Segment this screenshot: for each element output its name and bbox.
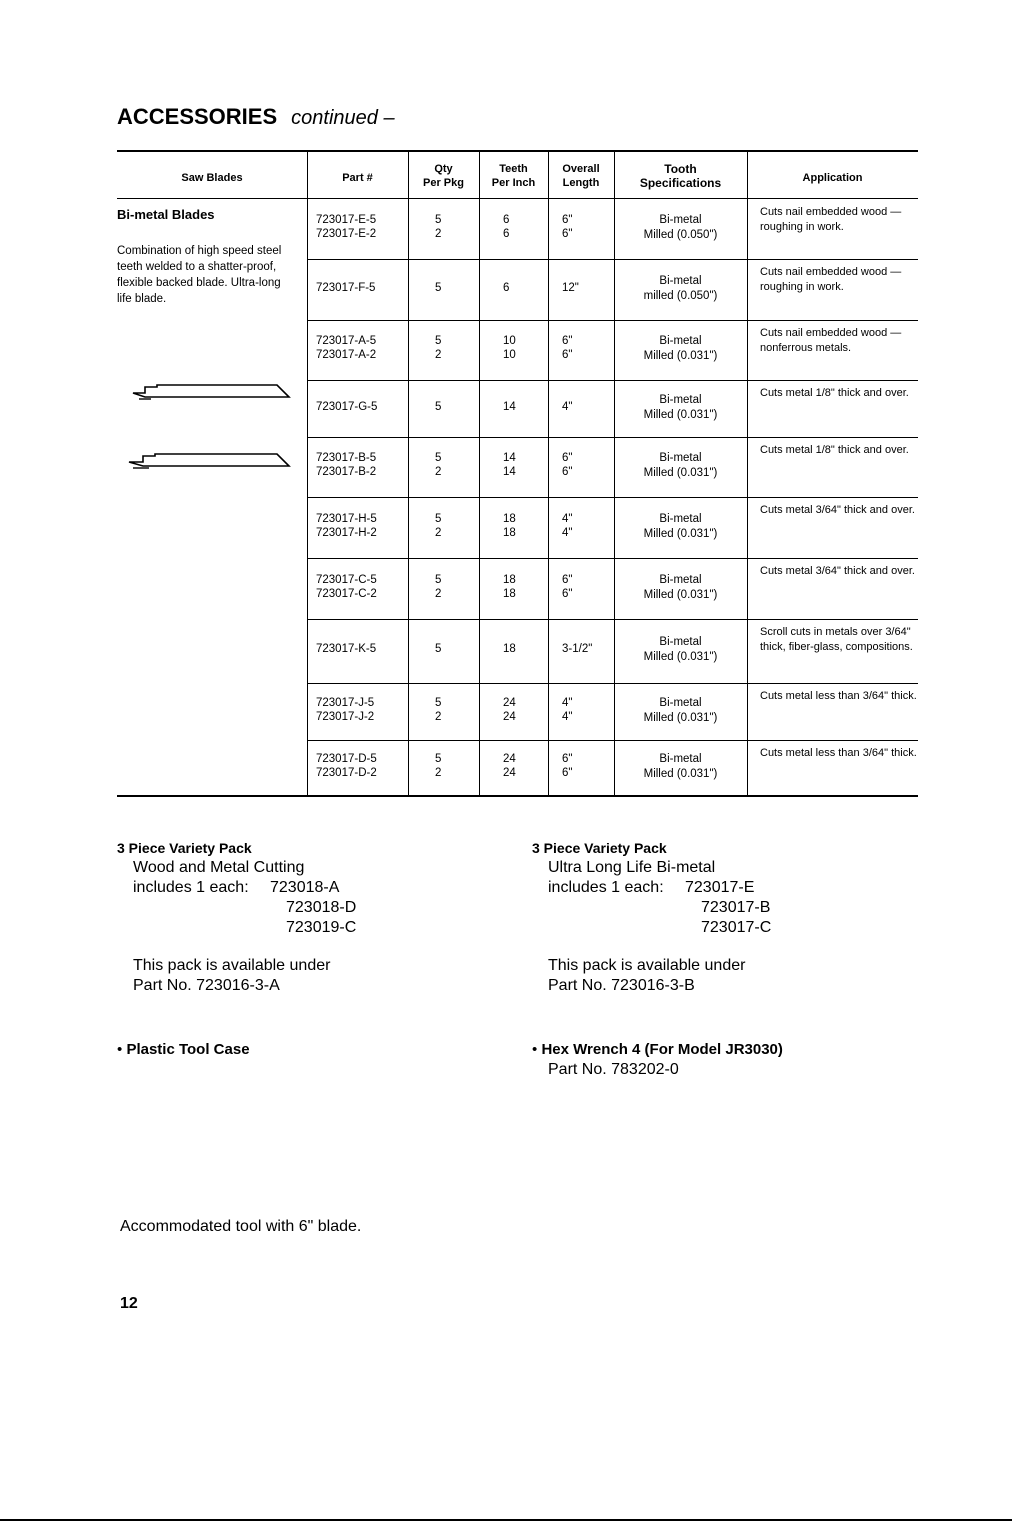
cell-tooth-spec: Milled (0.031") bbox=[643, 409, 718, 421]
cell-length: 4" bbox=[562, 711, 573, 723]
cell-part: 723017-K-5 bbox=[316, 643, 377, 655]
row-divider bbox=[307, 497, 918, 498]
saw-blade-short-icon bbox=[131, 383, 291, 405]
cell-length: 6" bbox=[562, 753, 573, 765]
cell-application: Cuts nail embedded wood — roughing in work. bbox=[760, 266, 902, 293]
header-application: Application bbox=[802, 172, 863, 184]
accommodated-note: Accommodated tool with 6" blade. bbox=[120, 1218, 362, 1235]
cell-teeth: 24 bbox=[503, 711, 516, 723]
plastic-tool-case-label: Plastic Tool Case bbox=[126, 1041, 250, 1058]
cell-qty: 2 bbox=[435, 588, 442, 600]
cell-qty: 5 bbox=[435, 401, 442, 413]
cell-tooth-spec: Milled (0.031") bbox=[643, 651, 718, 663]
cell-qty: 2 bbox=[435, 228, 442, 240]
cell-length: 6" bbox=[562, 228, 573, 240]
cell-part: 723017-F-5 bbox=[316, 282, 376, 294]
header-length: Overall Length bbox=[562, 163, 600, 189]
cell-qty: 2 bbox=[435, 349, 442, 361]
row-divider bbox=[307, 683, 918, 684]
hex-wrench-label: Hex Wrench 4 (For Model JR3030) bbox=[541, 1041, 783, 1058]
row-divider bbox=[307, 259, 918, 260]
variety-pack-right-avail2: Part No. 723016-3-B bbox=[548, 977, 695, 994]
variety-pack-left-includes-row bbox=[117, 878, 356, 898]
variety-pack-left bbox=[117, 838, 356, 996]
variety-pack-right-line1: Ultra Long Life Bi-metal bbox=[548, 859, 716, 876]
cell-teeth: 14 bbox=[503, 401, 516, 413]
cell-length: 4" bbox=[562, 513, 573, 525]
cell-part: 723017-H-2 bbox=[316, 527, 377, 539]
page-number: 12 bbox=[120, 1295, 138, 1312]
cell-part: 723017-A-2 bbox=[316, 349, 377, 361]
col-divider-qty bbox=[479, 150, 480, 797]
cell-qty: 5 bbox=[435, 513, 442, 525]
cell-part: 723017-A-5 bbox=[316, 335, 377, 347]
cell-part: 723017-E-5 bbox=[316, 214, 377, 226]
cell-teeth: 18 bbox=[503, 643, 516, 655]
variety-pack-right-avail1: This pack is available under bbox=[548, 957, 746, 974]
cell-qty: 2 bbox=[435, 767, 442, 779]
variety-pack-right-heading: 3 Piece Variety Pack bbox=[532, 840, 667, 856]
cell-tooth-spec: milled (0.050") bbox=[643, 290, 718, 302]
cell-tooth-spec: Milled (0.031") bbox=[643, 528, 718, 540]
bullet-marker-right: • bbox=[532, 1041, 538, 1058]
cell-application: Cuts metal 3/64" thick and over. bbox=[760, 504, 915, 516]
cell-qty: 2 bbox=[435, 527, 442, 539]
cell-qty: 5 bbox=[435, 643, 442, 655]
cell-part: 723017-D-2 bbox=[316, 767, 377, 779]
cell-part: 723017-G-5 bbox=[316, 401, 378, 413]
cell-length: 6" bbox=[562, 214, 573, 226]
cell-qty: 2 bbox=[435, 711, 442, 723]
cell-tooth-spec: Bi-metal bbox=[659, 214, 702, 226]
plastic-tool-case bbox=[117, 1040, 250, 1060]
cell-teeth: 6 bbox=[503, 228, 510, 240]
cell-application: Cuts metal 1/8" thick and over. bbox=[760, 387, 909, 399]
row-divider bbox=[307, 320, 918, 321]
variety-pack-right-includes-row bbox=[532, 878, 771, 898]
title-main: ACCESSORIES bbox=[117, 104, 278, 129]
cell-qty: 5 bbox=[435, 214, 442, 226]
cell-teeth: 6 bbox=[503, 282, 510, 294]
row-divider bbox=[307, 619, 918, 620]
header-saw-blades: Saw Blades bbox=[181, 172, 243, 184]
saw-blades-heading: Bi-metal Blades bbox=[117, 207, 215, 222]
variety-pack-left-includes: includes 1 each: bbox=[133, 879, 249, 896]
variety-pack-right bbox=[532, 838, 771, 996]
row-divider bbox=[307, 437, 918, 438]
cell-part: 723017-D-5 bbox=[316, 753, 377, 765]
cell-teeth: 24 bbox=[503, 753, 516, 765]
cell-tooth-spec: Milled (0.031") bbox=[643, 712, 718, 724]
header-bottom-rule bbox=[307, 198, 918, 199]
variety-pack-left-avail2: Part No. 723016-3-A bbox=[133, 977, 280, 994]
cell-length: 4" bbox=[562, 401, 573, 413]
col-divider-part bbox=[408, 150, 409, 797]
cell-length: 6" bbox=[562, 574, 573, 586]
cell-tooth-spec: Bi-metal bbox=[659, 636, 702, 648]
cell-length: 6" bbox=[562, 452, 573, 464]
cell-qty: 5 bbox=[435, 452, 442, 464]
cell-length: 6" bbox=[562, 335, 573, 347]
cell-part: 723017-B-5 bbox=[316, 452, 377, 464]
variety-pack-left-item-1: 723018-A bbox=[270, 879, 340, 896]
cell-teeth: 24 bbox=[503, 697, 516, 709]
variety-pack-right-item-2: 723017-B bbox=[701, 899, 771, 916]
cell-application: Cuts metal 1/8" thick and over. bbox=[760, 444, 909, 456]
variety-pack-right-item-3: 723017-C bbox=[701, 919, 772, 936]
cell-part: 723017-J-5 bbox=[316, 697, 375, 709]
cell-part: 723017-B-2 bbox=[316, 466, 377, 478]
cell-length: 12" bbox=[562, 282, 579, 294]
cell-part: 723017-J-2 bbox=[316, 711, 375, 723]
cell-part: 723017-E-2 bbox=[316, 228, 377, 240]
cell-teeth: 6 bbox=[503, 214, 510, 226]
cell-teeth: 10 bbox=[503, 335, 516, 347]
cell-teeth: 24 bbox=[503, 767, 516, 779]
cell-tooth-spec: Bi-metal bbox=[659, 394, 702, 406]
page-title bbox=[117, 104, 395, 130]
variety-pack-left-item-3: 723019-C bbox=[286, 919, 357, 936]
table-top-rule bbox=[117, 150, 918, 152]
cell-length: 6" bbox=[562, 767, 573, 779]
cell-teeth: 10 bbox=[503, 349, 516, 361]
accessories-table bbox=[117, 145, 918, 805]
cell-application: Cuts nail embedded wood — roughing in work. bbox=[760, 206, 902, 233]
row-divider bbox=[307, 558, 918, 559]
cell-teeth: 14 bbox=[503, 466, 516, 478]
cell-application: Cuts nail embedded wood — nonferrous metals. bbox=[760, 327, 902, 354]
cell-teeth: 18 bbox=[503, 574, 516, 586]
cell-length: 3-1/2" bbox=[562, 643, 593, 655]
cell-qty: 5 bbox=[435, 335, 442, 347]
cell-length: 4" bbox=[562, 527, 573, 539]
cell-tooth-spec: Bi-metal bbox=[659, 513, 702, 525]
header-part: Part # bbox=[342, 172, 373, 184]
header-bottom-rule-saw bbox=[117, 198, 307, 199]
cell-teeth: 14 bbox=[503, 452, 516, 464]
col-divider-saw bbox=[307, 150, 308, 797]
cell-application: Cuts metal 3/64" thick and over. bbox=[760, 565, 915, 577]
cell-qty: 5 bbox=[435, 697, 442, 709]
cell-tooth-spec: Milled (0.031") bbox=[643, 467, 718, 479]
variety-pack-left-avail1: This pack is available under bbox=[133, 957, 331, 974]
cell-length: 6" bbox=[562, 466, 573, 478]
page-bottom-rule bbox=[0, 1519, 1012, 1521]
title-sub: continued – bbox=[291, 107, 395, 129]
header-teeth: Teeth Per Inch bbox=[491, 163, 536, 189]
cell-tooth-spec: Milled (0.031") bbox=[643, 768, 718, 780]
header-qty: Qty Per Pkg bbox=[423, 163, 464, 189]
variety-pack-left-heading: 3 Piece Variety Pack bbox=[117, 840, 252, 856]
bullet-marker-left: • bbox=[117, 1041, 123, 1058]
hex-wrench bbox=[532, 1040, 783, 1080]
cell-tooth-spec: Bi-metal bbox=[659, 753, 702, 765]
cell-length: 4" bbox=[562, 697, 573, 709]
cell-part: 723017-C-5 bbox=[316, 574, 377, 586]
col-divider-spec bbox=[747, 150, 748, 797]
cell-part: 723017-H-5 bbox=[316, 513, 377, 525]
cell-qty: 5 bbox=[435, 574, 442, 586]
variety-pack-left-item-2: 723018-D bbox=[286, 899, 357, 916]
row-divider bbox=[307, 740, 918, 741]
cell-tooth-spec: Bi-metal bbox=[659, 335, 702, 347]
cell-length: 6" bbox=[562, 349, 573, 361]
hex-wrench-part-number: Part No. 783202-0 bbox=[548, 1061, 679, 1078]
cell-length: 6" bbox=[562, 588, 573, 600]
cell-qty: 2 bbox=[435, 466, 442, 478]
table-bottom-rule bbox=[117, 795, 918, 797]
row-divider bbox=[307, 380, 918, 381]
cell-tooth-spec: Bi-metal bbox=[659, 697, 702, 709]
cell-application: Cuts metal less than 3/64" thick. bbox=[760, 747, 917, 759]
cell-application: Cuts metal less than 3/64" thick. bbox=[760, 690, 917, 702]
cell-tooth-spec: Bi-metal bbox=[659, 574, 702, 586]
variety-pack-right-item-1: 723017-E bbox=[685, 879, 755, 896]
cell-tooth-spec: Milled (0.050") bbox=[643, 229, 718, 241]
variety-pack-left-line1: Wood and Metal Cutting bbox=[133, 859, 305, 876]
cell-teeth: 18 bbox=[503, 513, 516, 525]
saw-blades-description: Combination of high speed steel teeth welded to a shatter-proof, flexible backed blade. Ultra-long life blade. bbox=[117, 245, 282, 305]
variety-pack-right-includes: includes 1 each: bbox=[548, 879, 664, 896]
cell-qty: 5 bbox=[435, 753, 442, 765]
cell-application: Scroll cuts in metals over 3/64" thick, fiber-glass, compositions. bbox=[760, 626, 913, 653]
cell-tooth-spec: Bi-metal bbox=[659, 275, 702, 287]
header-tooth-spec: Tooth Specifications bbox=[639, 162, 722, 190]
saw-blade-long-icon bbox=[127, 450, 295, 472]
cell-teeth: 18 bbox=[503, 588, 516, 600]
cell-teeth: 18 bbox=[503, 527, 516, 539]
col-divider-teeth bbox=[548, 150, 549, 797]
cell-tooth-spec: Bi-metal bbox=[659, 452, 702, 464]
cell-tooth-spec: Milled (0.031") bbox=[643, 589, 718, 601]
cell-tooth-spec: Milled (0.031") bbox=[643, 350, 718, 362]
cell-qty: 5 bbox=[435, 282, 442, 294]
cell-part: 723017-C-2 bbox=[316, 588, 377, 600]
